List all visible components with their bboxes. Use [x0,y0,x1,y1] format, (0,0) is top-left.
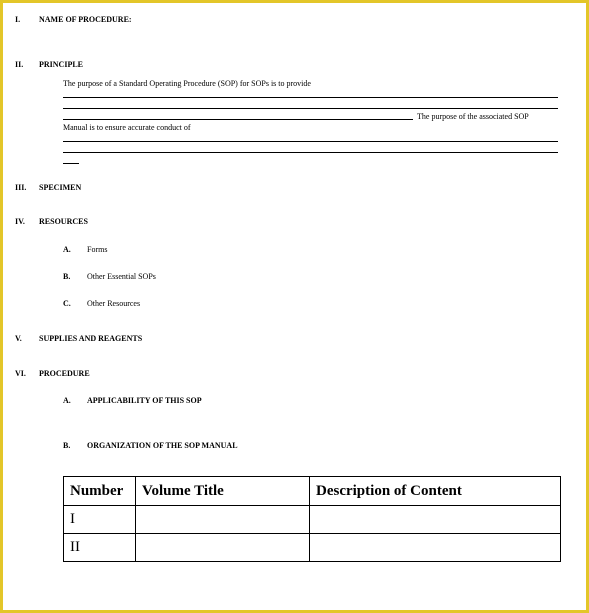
section-number: IV. [15,217,25,226]
blank-line [63,119,413,120]
header-number: Number [64,477,136,506]
table-row [64,534,561,562]
subsection-applicability: APPLICABILITY OF THIS SOP [87,396,202,405]
cell-description [310,506,561,534]
blank-line [63,163,79,164]
subsection-forms: Forms [87,245,108,254]
subsection-letter: B. [63,272,71,281]
table-header-row [64,477,561,506]
section-number: I. [15,15,21,24]
principle-text-1: The purpose of a Standard Operating Procedure (SOP) for SOPs is to provide [63,79,311,88]
blank-line [63,152,558,153]
header-description: Description of Content [310,477,561,506]
subsection-letter: C. [63,299,71,308]
subsection-other-resources: Other Resources [87,299,141,308]
section-number: V. [15,334,22,343]
cell-volume-title [136,534,310,562]
section-number: VI. [15,369,26,378]
cell-number: II [64,534,136,562]
section-title-supplies-and-reagents: SUPPLIES AND REAGENTS [39,334,143,343]
cell-number: I [64,506,136,534]
blank-line [63,97,558,98]
blank-line [63,141,558,142]
principle-text-2: The purpose of the associated SOP [417,112,529,121]
subsection-letter: A. [63,245,71,254]
table-row [64,506,561,534]
section-number: II. [15,60,24,69]
section-title-specimen: SPECIMEN [39,183,82,192]
subsection-organization: ORGANIZATION OF THE SOP MANUAL [87,441,238,450]
subsection-other-essential-sops: Other Essential SOPs [87,272,156,281]
cell-description [310,534,561,562]
cell-volume-title [136,506,310,534]
blank-line [63,108,558,109]
header-volume-title: Volume Title [136,477,310,506]
section-title-principle: PRINCIPLE [39,60,84,69]
principle-text-3: Manual is to ensure accurate conduct of [63,123,191,132]
section-title-procedure: PROCEDURE [39,369,90,378]
section-title-name-of-procedure: NAME OF PROCEDURE: [39,15,132,24]
sop-manual-table [63,476,561,562]
subsection-letter: A. [63,396,71,405]
section-number: III. [15,183,27,192]
subsection-letter: B. [63,441,71,450]
section-title-resources: RESOURCES [39,217,88,226]
